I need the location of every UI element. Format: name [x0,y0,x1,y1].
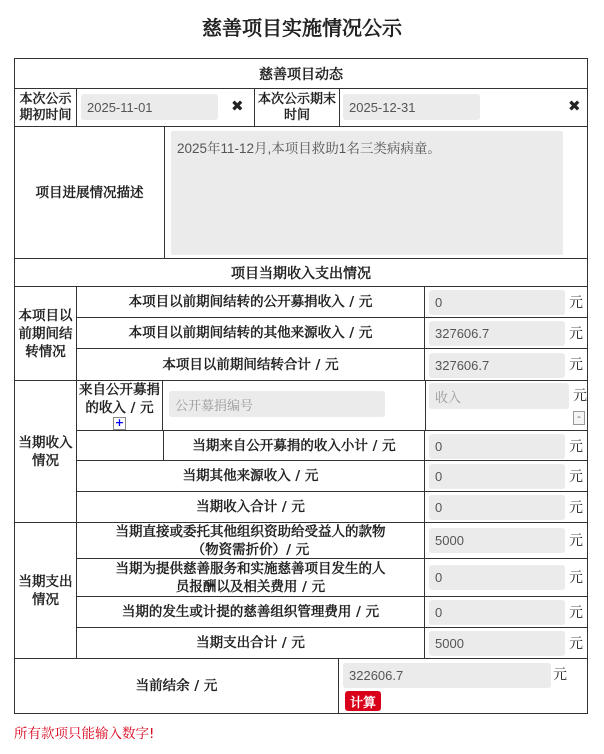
progress-label: 项目进展情况描述 [15,127,165,258]
income-row [77,431,587,461]
row-label: 本项目以前期间结转的其他来源收入 / 元 [77,318,425,348]
clear-end-date-icon[interactable]: ✖ [568,97,581,115]
minus-icon[interactable]: - [573,411,585,425]
end-date-input[interactable]: 2025-12-31 [343,94,480,120]
unit-label: 元 [569,604,583,620]
amount-input[interactable]: 0 [429,600,565,625]
section-title: 项目当期收入支出情况 [231,265,371,282]
unit-label: 元 [569,325,583,341]
public-fundraising-row [77,381,587,431]
progress-row [15,127,587,259]
income-row [77,461,587,492]
unit-label: 元 [553,666,567,682]
public-source-label [77,381,163,430]
row-label: 当期直接或委托其他组织资助给受益人的款物（物资需折价）/ 元 [77,523,425,558]
balance-input[interactable]: 322606.7 [343,663,551,688]
calculate-button[interactable]: 计算 [345,691,381,711]
disclosure-form [14,58,588,714]
expense-row [77,597,587,628]
amount-input[interactable]: 0 [429,495,565,520]
clear-start-date-icon[interactable]: ✖ [231,97,244,115]
amount-input[interactable]: 0 [429,434,565,459]
prior-row [77,318,587,349]
unit-label: 元 [569,438,583,454]
row-label: 本项目以前期间结转合计 / 元 [77,349,425,380]
unit-label: 元 [573,387,587,403]
expense-row [77,523,587,559]
row-label: 当期为提供慈善服务和实施慈善项目发生的人员报酬以及相关费用 / 元 [77,559,425,596]
row-label: 当期的发生或计提的慈善组织管理费用 / 元 [77,597,425,627]
start-date-input[interactable]: 2025-11-01 [81,94,218,120]
section-title: 慈善项目动态 [259,66,343,83]
page-title: 慈善项目实施情况公示 [202,16,402,40]
section-header-finance [15,259,587,287]
amount-input[interactable]: 0 [429,565,565,590]
unit-label: 元 [569,499,583,515]
expense-row [77,628,587,659]
amount-input[interactable]: 327606.7 [429,353,565,378]
amount-input[interactable]: 5000 [429,528,565,553]
row-label: 本项目以前期间结转的公开募捐收入 / 元 [77,287,425,317]
amount-input[interactable]: 0 [429,464,565,489]
row-label: 当期收入合计 / 元 [77,492,425,522]
public-source-text: 来自公开募捐的收入 / 元 [79,382,160,416]
amount-input[interactable]: 327606.7 [429,321,565,346]
end-date-label: 本次公示期末时间 [254,89,340,126]
section-header-dynamics [15,59,587,89]
unit-label: 元 [569,569,583,585]
row-label: 当期支出合计 / 元 [77,628,425,658]
unit-label: 元 [569,532,583,548]
unit-label: 元 [569,635,583,651]
amount-input[interactable]: 5000 [429,631,565,656]
row-label: 当期其他来源收入 / 元 [77,461,425,491]
income-row [77,492,587,523]
expense-group-label: 当期支出情况 [15,523,77,658]
prior-row [77,349,587,381]
expense-row [77,559,587,597]
progress-textarea[interactable]: 2025年11-12月,本项目救助1名三类病病童。 [171,131,563,255]
footer-note: 所有款项只能输入数字! [14,726,155,742]
period-row [15,89,587,127]
income-input[interactable]: 收入 [429,383,569,409]
unit-label: 元 [569,356,583,372]
amount-input[interactable]: 0 [429,290,565,315]
income-group-label: 当期收入情况 [15,381,77,522]
fundraising-no-input[interactable]: 公开募捐编号 [169,391,385,417]
plus-icon[interactable]: + [114,416,125,429]
prior-group-label: 本项目以前期间结转情况 [15,287,77,380]
unit-label: 元 [569,294,583,310]
unit-label: 元 [569,468,583,484]
balance-row [15,659,587,713]
start-date-label: 本次公示期初时间 [15,89,77,126]
prior-row [77,287,587,318]
divider [425,381,426,430]
row-label: 当期来自公开募捐的收入小计 / 元 [163,431,425,460]
balance-label: 当前结余 / 元 [15,659,339,713]
